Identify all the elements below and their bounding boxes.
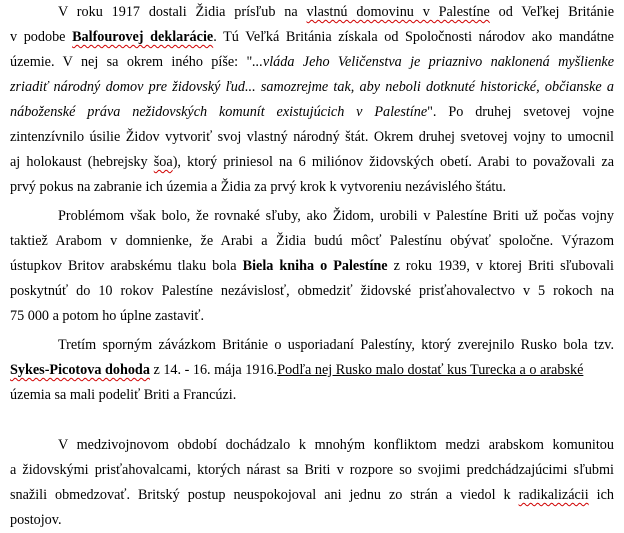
paragraph-2-line-1: Problémom však bolo, že rovnaké sľuby, ako Židom, urobili v Palestíne Briti už počas vojny <box>58 208 614 224</box>
paragraph-1-line-3: územie. V nej sa okrem iného píše: "...vláda Jeho Veličenstva je priaznivo naklonená myšlienke <box>10 54 615 70</box>
paragraph-1-line-7: aj holokaust (hebrejsky šoa), ktorý priniesol na 6 miliónov židovských obetí. Arabi to považovali za <box>10 154 614 170</box>
paragraph-1-line-1: V roku 1917 dostali Židia prísľub na vlastnú domovinu v Palestíne od Veľkej Británie <box>58 4 615 20</box>
paragraph-1-line-6: zintenzívnilo úsilie Židov vytvoriť svoj vlastný národný štát. Okrem druhej svetovej vojny to umocnil <box>10 129 614 145</box>
link-soa[interactable]: šoa <box>153 154 173 170</box>
biela-kniha-title: Biela kniha o Palestíne <box>242 258 388 274</box>
paragraph-1-line-8: prvý pokus na zabranie ich územia a Židia za prvý krok k vytvoreniu nezávislého štátu. <box>10 179 507 195</box>
paragraph-4-line-2: a židovskými prisťahovalcami, ktorých nárast sa Briti v rozpore so svojimi predchádzajúcimi sľubmi <box>10 462 614 478</box>
paragraph-2-line-4: poskytnúť do 10 rokov Palestíne nezávislosť, obmedziť židovské prisťahovalectvo v 5 rokoch na <box>10 283 614 299</box>
paragraph-2-line-3: ústupkov Britov arabskému tlaku bola Biela kniha o Palestíne z roku 1939, v ktorej Briti sľubovali <box>10 258 614 274</box>
paragraph-3-line-3: územia sa mali podeliť Briti a Francúzi. <box>10 387 237 403</box>
paragraph-4-line-3: snažili obmedzovať. Britský postup neuspokojoval ani jednu zo strán a viedol k radikalizácii ich <box>10 487 614 503</box>
paragraph-4-line-4: postojov. <box>10 512 62 528</box>
paragraph-4-line-1: V medzivojnovom období dochádzalo k mnohým konfliktom medzi arabskom komunitou <box>58 437 614 453</box>
link-sykes-picotova-dohoda[interactable]: Sykes-Picotova dohoda <box>10 362 150 378</box>
paragraph-1-line-5: náboženské práva nežidovských komunít existujúcich v Palestíne". Po druhej svetovej vojne <box>10 104 614 120</box>
paragraph-3-line-2: Sykes-Picotova dohoda z 14. - 16. mája 1916.Podľa nej Rusko malo dostať kus Turecka a o arabské <box>10 362 584 378</box>
paragraph-2-line-5: 75 000 a potom ho úplne zastaviť. <box>10 308 205 324</box>
paragraph-3-line-1: Tretím sporným závázkom Británie o usporiadaní Palestíny, ktorý zverejnilo Rusko bola tzv. <box>58 337 614 353</box>
link-vlastna-domovina[interactable]: vlastnú domovinu v Palestíne <box>306 4 490 20</box>
paragraph-2-line-2: taktiež Arabom v domnienke, že Arabi a Židia budú môcť Palestínu obývať spoločne. Výrazom <box>10 233 614 249</box>
paragraph-1-line-4: zriadiť národný domov pre židovský ľud... samozrejme tak, aby neboli dotknuté historické, občianske a <box>10 79 614 95</box>
link-balfourova-deklaracia[interactable]: Balfourovej deklarácie <box>72 29 214 45</box>
link-radikalizacia[interactable]: radikalizácii <box>518 487 589 503</box>
paragraph-1-line-2: v podobe Balfourovej deklarácie. Tú Veľká Británia získala od Spoločnosti národov ako mandátne <box>10 29 614 45</box>
